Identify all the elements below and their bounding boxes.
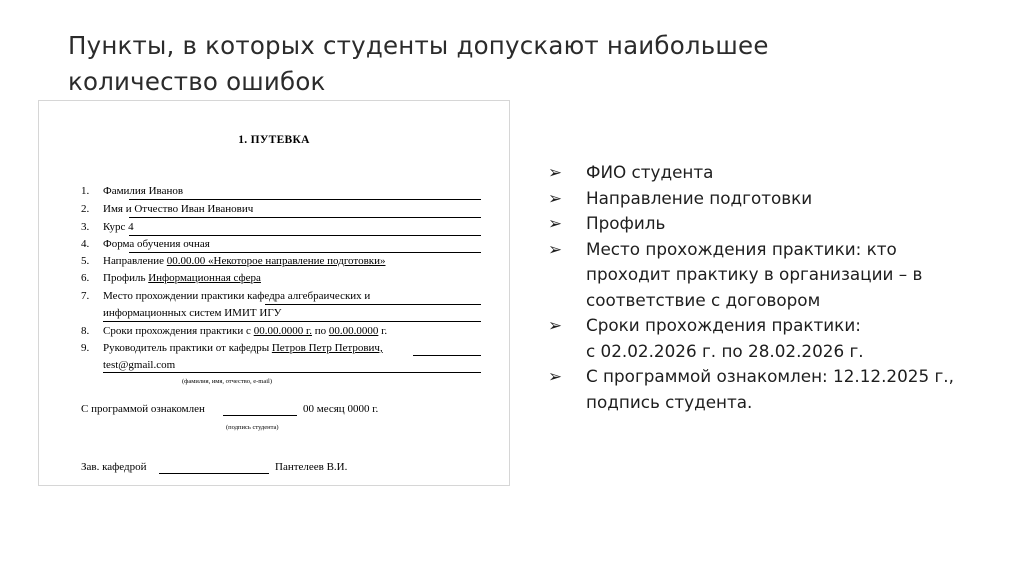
item-label: Направление — [103, 255, 167, 267]
list-item — [548, 211, 988, 237]
item-label: Курс — [103, 221, 129, 233]
item-connector: по — [311, 325, 329, 337]
item-value: кафедра алгебраических и — [247, 290, 371, 302]
item-value-continued: test@gmail.com — [103, 359, 176, 371]
voucher-document — [38, 100, 510, 486]
item-number: 5. — [81, 255, 90, 267]
slide-title-line-2: количество ошибок — [68, 67, 326, 96]
underline — [103, 321, 481, 322]
item-label: Профиль — [103, 272, 149, 284]
date-from: 00.00.0000 г. — [253, 325, 312, 337]
list-item-text: Направление подготовки — [586, 187, 813, 208]
slide-title — [68, 28, 828, 100]
underline — [129, 199, 481, 200]
arrow-bullet-icon: ➢ — [548, 238, 563, 259]
supervisor-caption: (фамилия, имя, отчество, e-mail) — [182, 378, 272, 385]
underline — [129, 217, 481, 218]
list-item-text: проходит практику в организации – в — [586, 264, 923, 284]
arrow-bullet-icon: ➢ — [548, 366, 563, 386]
head-name: Пантелеев В.И. — [275, 461, 348, 473]
item-number: 6. — [81, 272, 90, 284]
key-points-list — [548, 160, 988, 415]
arrow-bullet-icon: ➢ — [548, 187, 563, 208]
head-label: Зав. кафедрой — [81, 461, 147, 473]
acquainted-label: С программой ознакомлен — [81, 403, 205, 415]
arrow-bullet-icon: ➢ — [548, 162, 563, 182]
item-number: 7. — [81, 290, 90, 302]
item-value: Информационная сфера — [148, 272, 261, 284]
item-value: Петров Петр Петрович, — [271, 342, 383, 354]
item-value: Иван Иванович — [180, 203, 254, 215]
signature-caption: (подпись студента) — [226, 424, 279, 431]
list-item-text: Сроки прохождения практики: — [586, 315, 861, 335]
list-item-text: ФИО студента — [586, 162, 714, 182]
list-item — [548, 237, 988, 314]
item-value: Иванов — [148, 185, 184, 197]
list-item — [548, 186, 988, 212]
list-item — [548, 313, 988, 364]
item-number: 1. — [81, 185, 90, 197]
item-label: Фамилия — [103, 185, 149, 197]
item-number: 4. — [81, 238, 90, 250]
list-item-text: С программой ознакомлен: 12.12.2025 г., — [586, 366, 954, 386]
acquainted-date: 00 месяц 0000 г. — [303, 403, 379, 415]
list-item-text: Профиль — [586, 213, 666, 233]
item-value: очная — [183, 238, 210, 250]
item-number: 8. — [81, 325, 90, 337]
underline — [413, 355, 481, 356]
signature-line — [223, 415, 297, 416]
list-item-text: подпись студента. — [586, 391, 753, 412]
item-value-continued: информационных систем ИМИТ ИГУ — [103, 307, 282, 319]
slide-title-line-1: Пункты, в которых студенты допускают наибольшее — [68, 31, 769, 60]
item-number: 9. — [81, 342, 90, 354]
item-label: Место прохождении практики — [103, 290, 248, 302]
underline — [103, 372, 481, 373]
item-tail: г. — [378, 325, 388, 337]
item-number: 3. — [81, 221, 90, 233]
underline — [129, 252, 481, 253]
item-label: Форма обучения — [103, 238, 184, 250]
arrow-bullet-icon: ➢ — [548, 213, 563, 233]
date-to: 00.00.0000 — [328, 325, 379, 337]
item-value: 00.00.00 «Некоторое направление подготовки» — [166, 255, 386, 267]
list-item-text: соответствие с договором — [586, 289, 821, 310]
item-label: Руководитель практики от кафедры — [103, 342, 272, 354]
item-label: Имя и Отчество — [103, 203, 181, 215]
acquainted-row — [81, 403, 205, 416]
item-value: 4 — [128, 221, 134, 233]
underline — [129, 235, 481, 236]
list-item — [548, 160, 988, 186]
underline — [265, 304, 481, 305]
list-item-text: Место прохождения практики: кто — [586, 238, 897, 259]
head-signature-line — [159, 473, 269, 474]
item-label: Сроки прохождения практики с — [103, 325, 254, 337]
arrow-bullet-icon: ➢ — [548, 315, 563, 335]
list-item — [548, 364, 988, 415]
item-number: 2. — [81, 203, 90, 215]
document-heading: 1. ПУТЕВКА — [238, 134, 310, 146]
list-item-text: с 02.02.2026 г. по 28.02.2026 г. — [586, 340, 864, 361]
